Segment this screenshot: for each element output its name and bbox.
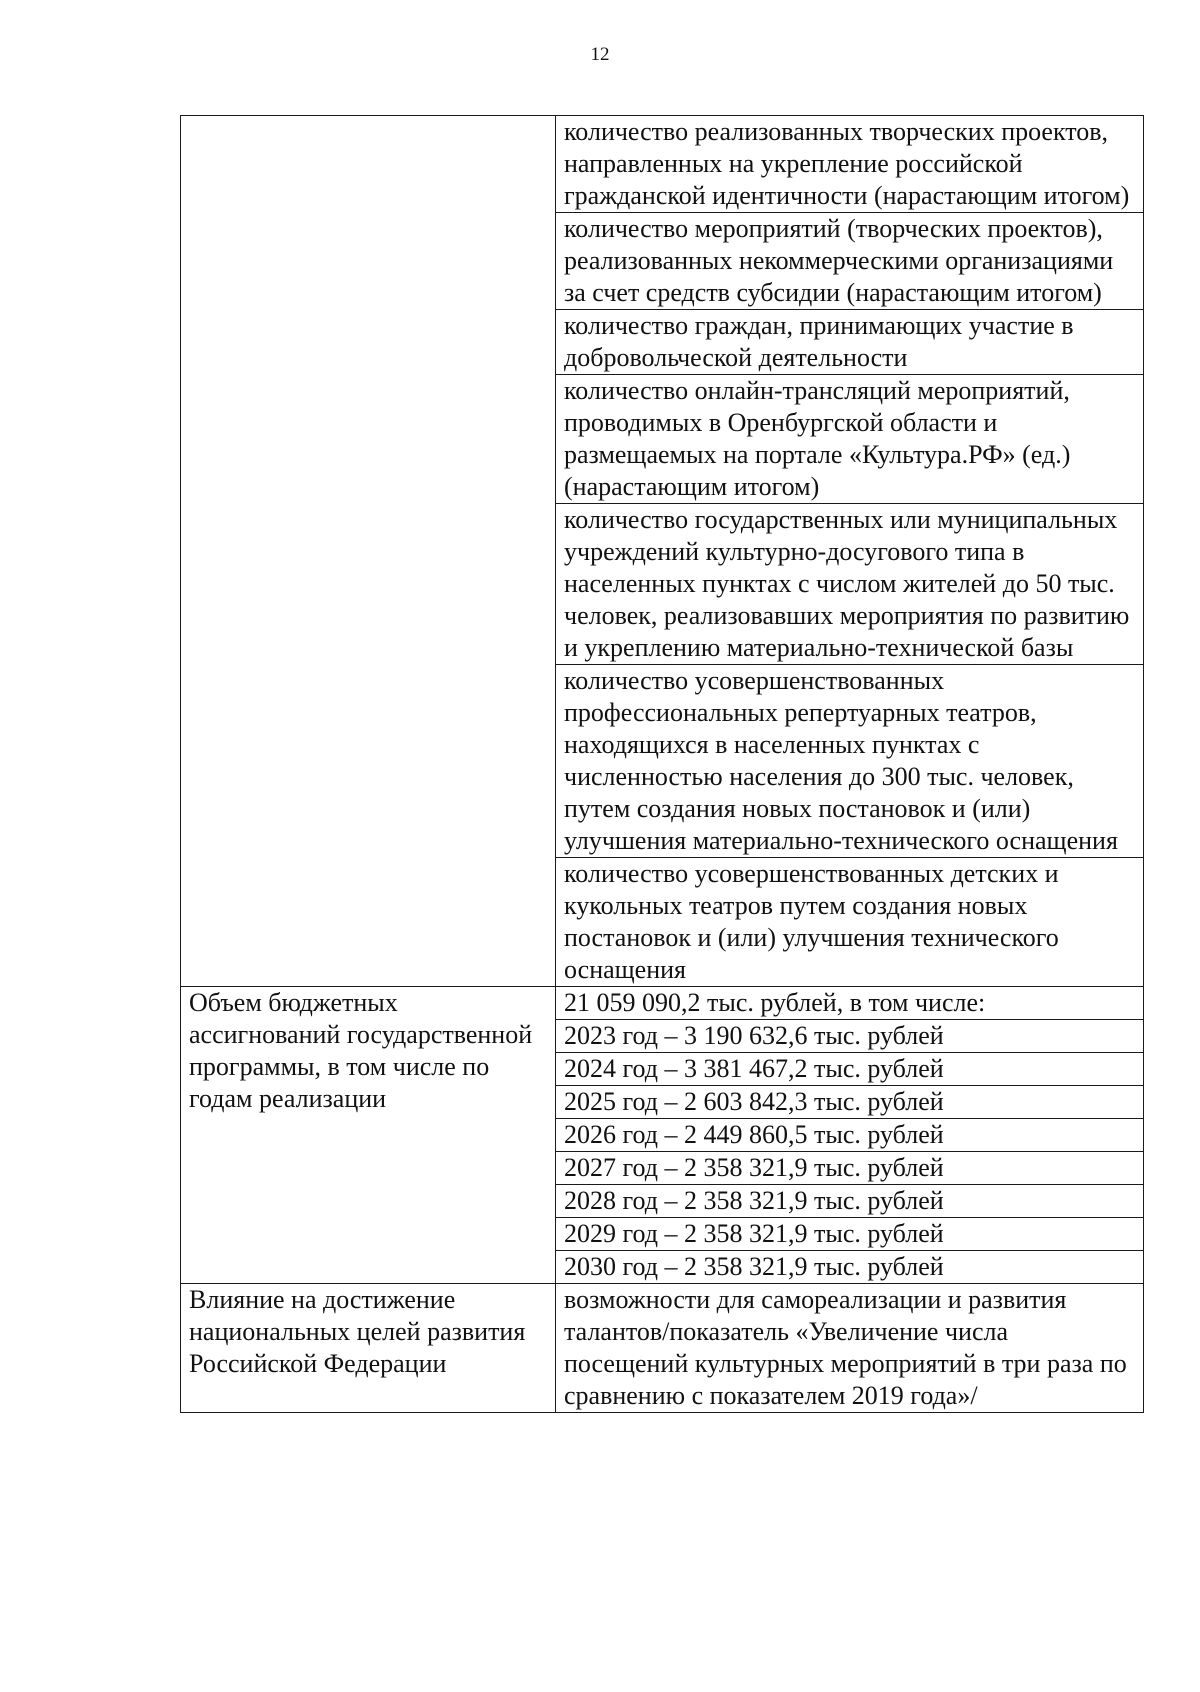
budget-label: Объем бюджетных ассигнований государственной программы, в том числе по годам реализации bbox=[181, 987, 556, 1284]
program-passport-table bbox=[180, 115, 1144, 1413]
indicator-cell: количество реализованных творческих проектов, направленных на укрепление российской гражданской идентичности (нарастающим итогом) bbox=[556, 116, 1144, 213]
indicator-cell: количество усовершенствованных профессиональных репертуарных театров, находящихся в населенных пунктах с численностью населения до 300 тыс. человек, путем создания новых постановок и (или) улучшения материально-технического оснащения bbox=[556, 665, 1144, 858]
indicator-cell: количество мероприятий (творческих проектов), реализованных некоммерческими организациями за счет средств субсидии (нарастающим итогом) bbox=[556, 213, 1144, 310]
table-row bbox=[181, 1284, 1144, 1413]
budget-total: 21 059 090,2 тыс. рублей, в том числе: bbox=[556, 987, 1144, 1020]
budget-year: 2028 год – 2 358 321,9 тыс. рублей bbox=[556, 1185, 1144, 1218]
national-goals-text: возможности для самореализации и развития талантов/показатель «Увеличение числа посещений культурных мероприятий в три раза по сравнению с показателем 2019 года»/ bbox=[556, 1284, 1144, 1413]
budget-year: 2025 год – 2 603 842,3 тыс. рублей bbox=[556, 1086, 1144, 1119]
budget-year: 2023 год – 3 190 632,6 тыс. рублей bbox=[556, 1020, 1144, 1053]
indicator-cell: количество усовершенствованных детских и кукольных театров путем создания новых постановок и (или) улучшения технического оснащения bbox=[556, 858, 1144, 987]
national-goals-label: Влияние на достижение национальных целей развития Российской Федерации bbox=[181, 1284, 556, 1413]
budget-year: 2024 год – 3 381 467,2 тыс. рублей bbox=[556, 1053, 1144, 1086]
budget-year: 2026 год – 2 449 860,5 тыс. рублей bbox=[556, 1119, 1144, 1152]
table-row bbox=[181, 116, 1144, 213]
empty-label-cell bbox=[181, 116, 556, 987]
indicator-cell: количество онлайн-трансляций мероприятий, проводимых в Оренбургской области и размещаемых на портале «Культура.РФ» (ед.) (нарастающим итогом) bbox=[556, 375, 1144, 504]
indicator-cell: количество граждан, принимающих участие в добровольческой деятельности bbox=[556, 310, 1144, 375]
budget-year: 2029 год – 2 358 321,9 тыс. рублей bbox=[556, 1218, 1144, 1251]
indicator-cell: количество государственных или муниципальных учреждений культурно-досугового типа в населенных пунктах с числом жителей до 50 тыс. человек, реализовавших мероприятия по развитию и укреплению материально-технической базы bbox=[556, 504, 1144, 665]
page-number: 12 bbox=[590, 44, 610, 65]
table-row bbox=[181, 987, 1144, 1020]
budget-year: 2030 год – 2 358 321,9 тыс. рублей bbox=[556, 1251, 1144, 1284]
budget-year: 2027 год – 2 358 321,9 тыс. рублей bbox=[556, 1152, 1144, 1185]
